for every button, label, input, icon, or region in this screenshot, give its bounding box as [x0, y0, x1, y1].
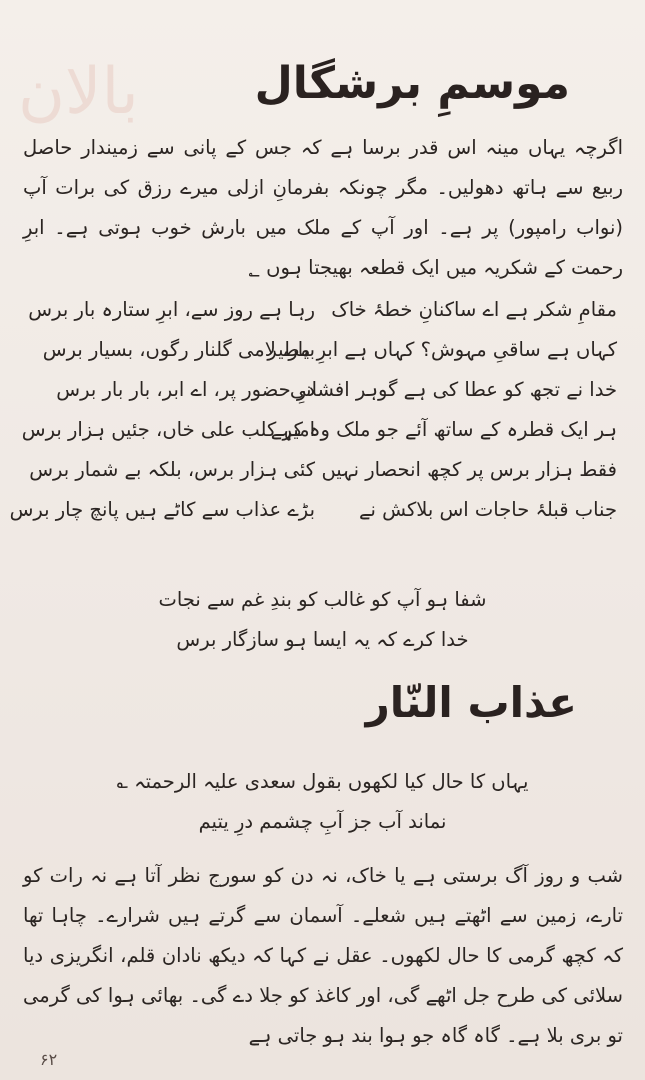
- section-title-hellfire: عذاب النّار: [365, 678, 577, 727]
- section-title-monsoon: موسمِ برشگال: [254, 58, 570, 109]
- verse-block: [0, 290, 645, 530]
- misra-second: بڑے عذاب سے کاٹے ہیں پانچ چار برس: [9, 498, 315, 521]
- misra-second: درِ حضور پر، اے ابر، بار بار برس: [56, 378, 315, 401]
- paragraph-hellfire: شب و روز آگ برستی ہے یا خاک، نہ دن کو سورج نظر آتا ہے نہ رات کو تارے، زمین سے اٹھتے ہیں شعلے۔ آسمان سے گرتے ہیں شرارے۔ چاہا تھا کہ کچھ گرمی کا حال لکھوں۔ عقل نے کہا کہ دیکھ نادان قلم، انگریزی دیا سلائی کی طرح جل اٹھے گی، اور کاغذ کو جلا دے گی۔ بھائی ہوا کی گرمی تو بری بلا ہے۔ گاہ گاہ جو ہوا بند ہو جاتی ہے: [23, 864, 623, 1047]
- misra-second: کئی ہزار برس، بلکہ بے شمار برس: [29, 458, 315, 481]
- paragraph-monsoon: اگرچہ یہاں مینہ اس قدر برسا ہے کہ جس کے پانی سے زمیندار حاصل ربیع سے ہاتھ دھولیں۔ مگر چونکہ بفرمانِ ازلی میرے رزق کی برات آپ (نواب رامپور) پر ہے۔ اور آپ کے ملک میں بارش خوب ہوتی ہے۔ ابرِ رحمت کے شکریہ میں ایک قطعہ بھیجتا ہوں ؂: [23, 136, 623, 279]
- misra-first: مقامِ شکر ہے اے ساکنانِ خطۂ خاک: [331, 298, 617, 321]
- couplet: [0, 290, 645, 330]
- closing-line-2: خدا کرے کہ یہ ایسا ہو سازگار برس: [176, 628, 469, 651]
- misra-first: فقط ہزار برس پر کچھ انحصار نہیں: [321, 458, 617, 481]
- couplet: [0, 330, 645, 370]
- intro-line: یہاں کا حال کیا لکھوں بقول سعدی علیہ الرحمتہ ؎: [116, 770, 529, 793]
- persian-couplet-line: نماند آب جز آبِ چشمم درِ یتیم: [198, 810, 447, 833]
- misra-first: کہاں ہے ساقیِ مہوش؟ کہاں ہے ابرِ مطیر: [267, 338, 617, 361]
- closing-line-1: شفا ہو آپ کو غالب کو بندِ غم سے نجات: [158, 588, 487, 611]
- misra-first: خدا نے تجھ کو عطا کی ہے گوہر افشانی: [289, 378, 617, 401]
- misra-first: ہر ایک قطرہ کے ساتھ آئے جو ملک وہ کہے: [270, 418, 617, 441]
- misra-second: بیار، لامی گلنار رگوں، بسیار برس: [42, 338, 315, 361]
- couplet: [0, 410, 645, 450]
- misra-second: امیر کلب علی خاں، جئیں ہزار برس: [21, 418, 315, 441]
- couplet: [0, 450, 645, 490]
- bleed-through-text: بالان: [18, 55, 139, 129]
- misra-second: رہا ہے روز سے، ابرِ ستارہ بار برس: [28, 298, 315, 321]
- misra-first: جناب قبلۂ حاجات اس بلاکش نے: [359, 498, 617, 521]
- couplet: [0, 370, 645, 410]
- page-number: ۶۲: [40, 1050, 58, 1069]
- couplet: [0, 490, 645, 530]
